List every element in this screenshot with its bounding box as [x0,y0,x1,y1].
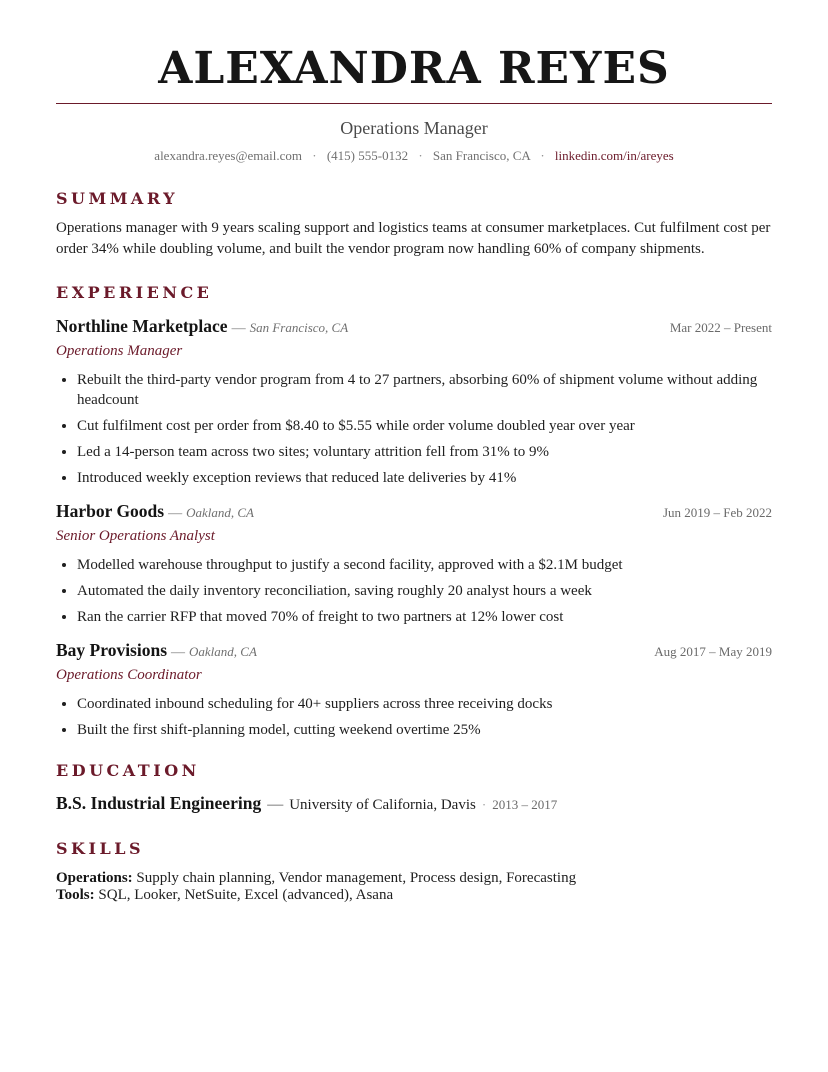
bullet-item: • Coordinated inbound scheduling for 40+ suppliers across three receiving docks [77,694,772,714]
job-location: Oakland, CA [186,505,254,520]
job-header [56,315,772,340]
education-entry [56,791,772,817]
bullet-item: • Introduced weekly exception reviews that reduced late deliveries by 41% [77,468,772,488]
job-bullets [56,370,772,488]
section-heading-skills: SKILLS [56,839,144,858]
skills-tools-label: Tools: [56,887,95,903]
section-heading-summary: SUMMARY [56,189,179,208]
skills-tools-row [56,887,772,904]
linkedin-link[interactable]: linkedin.com/in/areyes [554,148,674,163]
section-heading-experience: EXPERIENCE [56,283,213,302]
company-name: Harbor Goods [56,501,165,521]
company-name: Bay Provisions [56,640,168,660]
bullet-item: • Rebuilt the third-party vendor program from 4 to 27 partners, absorbing 60% of shipment volume without adding headcount [77,370,772,410]
education-section [56,761,772,817]
bullet-item: • Built the first shift-planning model, cutting weekend overtime 25% [77,720,772,740]
em-dash: — [168,506,183,521]
job-role: Senior Operations Analyst [56,528,215,544]
contact-phone: (415) 555-0132 [326,148,409,163]
summary-section [56,189,772,260]
education-dates: 2013 – 2017 [492,797,558,812]
job-role: Operations Coordinator [56,667,202,683]
skills-list [56,870,772,904]
skills-operations-label: Operations: [56,870,133,886]
em-dash: — [171,645,186,660]
company-name: Northline Marketplace [56,316,228,336]
dot-separator: · [481,797,487,812]
job-dates: Mar 2022 – Present [669,320,772,335]
job-role: Operations Manager [56,343,183,359]
job-header [56,639,772,664]
degree-name: B.S. Industrial Engineering [56,793,262,813]
contact-location: San Francisco, CA [432,148,531,163]
candidate-name: ALEXANDRA REYES [158,43,670,94]
job-location: San Francisco, CA [249,320,349,335]
bullet-item: • Ran the carrier RFP that moved 70% of freight to two partners at 12% lower cost [77,607,772,627]
job-entry [56,315,772,488]
section-heading-education: EDUCATION [56,761,200,780]
contact-separator: · [540,148,545,163]
candidate-title: Operations Manager [340,118,488,138]
skills-tools-value: SQL, Looker, NetSuite, Excel (advanced), Asana [98,887,394,903]
experience-section [56,283,772,740]
bullet-item: • Led a 14-person team across two sites; voluntary attrition fell from 31% to 9% [77,442,772,462]
bullet-item: • Cut fulfilment cost per order from $8.40 to $5.55 while order volume doubled year over year [77,416,772,436]
contact-email[interactable]: alexandra.reyes@email.com [154,148,302,163]
bullet-item: • Modelled warehouse throughput to justify a second facility, approved with a $2.1M budget [77,555,772,575]
job-location: Oakland, CA [189,644,257,659]
job-bullets [56,555,772,627]
skills-operations-value: Supply chain planning, Vendor management, Process design, Forecasting [136,870,577,886]
header-divider [56,103,772,104]
job-bullets [56,694,772,740]
em-dash: — [231,321,246,336]
skills-section [56,839,772,904]
bullet-item: • Automated the daily inventory reconciliation, saving roughly 20 analyst hours a week [77,581,772,601]
contact-line [56,147,772,165]
skills-operations-row [56,870,772,887]
job-entry [56,500,772,627]
em-dash: — [267,796,284,813]
school-name: University of California, Davis [289,797,476,813]
contact-separator: · [312,148,317,163]
job-dates: Aug 2017 – May 2019 [654,644,772,659]
contact-separator: · [418,148,423,163]
job-header [56,500,772,525]
job-entry [56,639,772,740]
summary-text: Operations manager with 9 years scaling support and logistics teams at consumer marketplaces. Cut fulfilment cost per order 34% while doubling volume, and built the vendor program now handling 60% of company shipments. [56,220,771,257]
job-dates: Jun 2019 – Feb 2022 [662,505,772,520]
